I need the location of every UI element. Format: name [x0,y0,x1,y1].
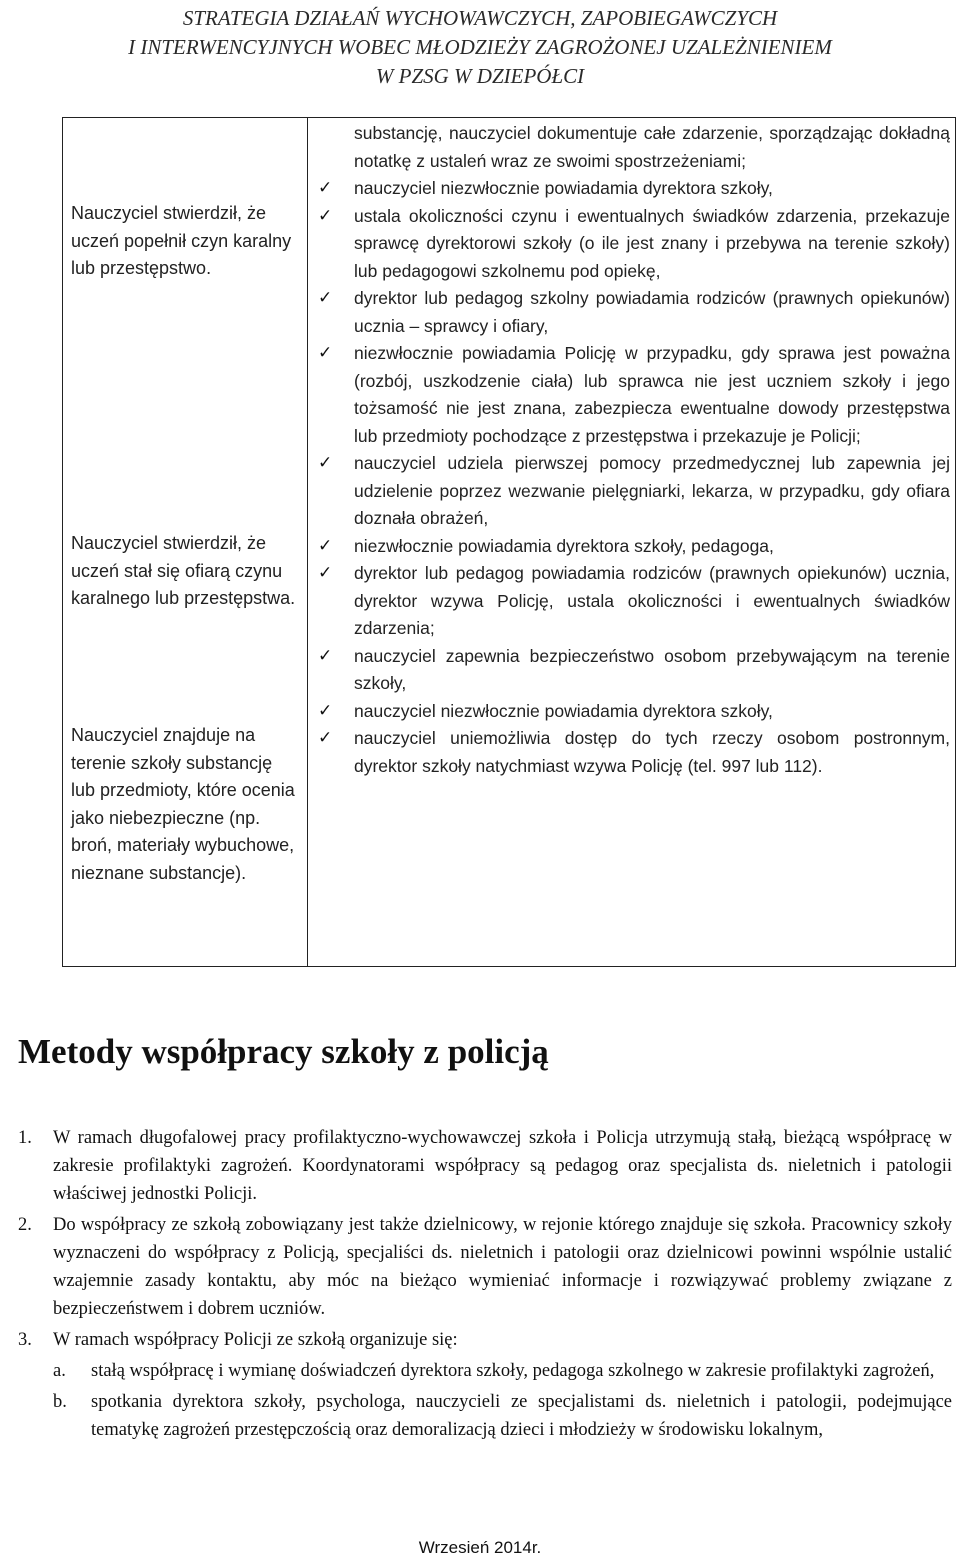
check-icon: ✓ [318,535,333,556]
action-item: ✓ nauczyciel niezwłocznie powiadamia dyrektora szkoły, [308,175,958,203]
procedure-table [62,117,956,967]
document-header [0,4,960,91]
numbered-list [18,1124,952,1447]
situation-crime-victim: Nauczyciel stwierdził, że uczeń stał się ofiarą czynu karalnego lub przestępstwa. [71,533,296,608]
header-line-3: W PZSG W DZIEPÓŁCI [375,64,585,88]
sub-list-item: a. stałą współpracę i wymianę doświadczeń dyrektora szkoły, pedagoga szkolnego w zakresie profilaktyki zagrożeń, [53,1361,935,1381]
check-icon: ✓ [318,700,333,721]
situation-crime-committed: Nauczyciel stwierdził, że uczeń popełnił czyn karalny lub przestępstwo. [71,203,292,278]
check-icon: ✓ [318,343,333,363]
situation-dangerous-items: Nauczyciel znajduje na terenie szkoły substancję lub przedmioty, które ocenia jako niebezpieczne (np. broń, materiały wybuchowe, nieznane substancje). [71,725,295,883]
action-item: ✓ dyrektor lub pedagog szkolny powiadamia rodziców (prawnych opiekunów) ucznia – sprawcy i ofiary, [308,285,958,340]
actions-column [308,118,956,967]
check-icon: ✓ [318,728,333,748]
check-icon: ✓ [318,205,333,226]
check-icon: ✓ [318,645,333,666]
header-line-2: I INTERWENCYJNYCH WOBEC MŁODZIEŻY ZAGROŻONEJ UZALEŻNIENIEM [128,35,832,59]
check-icon: ✓ [318,563,333,583]
action-item: ✓ nauczyciel uniemożliwia dostęp do tych rzeczy osobom postronnym, dyrektor szkoły natychmiast wzywa Policję (tel. 997 lub 112). [308,725,958,780]
sub-list-item: b. spotkania dyrektora szkoły, psychologa, nauczycieli ze specjalistami ds. nieletnich i patologii, podejmujące tematykę zagrożeń przestępczością oraz demoralizacją dzieci i młodzieży w środowisku lokalnym, [53,1392,952,1440]
action-item: ✓ nauczyciel zapewnia bezpieczeństwo osobom przebywającym na terenie szkoły, [308,643,958,698]
action-item: ✓ ustala okoliczności czynu i ewentualnych świadków zdarzenia, przekazuje sprawcę dyrektorowi szkoły (o ile jest znany i przebywa na terenie szkoły) lub pedagogowi szkolnemu pod opiekę, [308,203,958,286]
list-item: 3. W ramach współpracy Policji ze szkołą organizuje się: [18,1330,458,1350]
action-continuation: substancję, nauczyciel dokumentuje całe zdarzenie, sporządzając dokładną notatkę z ustaleń wraz ze swoimi spostrzeżeniami; [354,123,950,171]
action-item: ✓ dyrektor lub pedagog powiadamia rodziców (prawnych opiekunów) ucznia, dyrektor wzywa Policję, ustala okoliczności i ewentualnych świadków zdarzenia; [308,560,958,643]
action-item: ✓ nauczyciel udziela pierwszej pomocy przedmedycznej lub zapewnia jej udzielenie poprzez wezwanie pielęgniarki, lekarza, w przypadku, gdy ofiara doznała obrażeń, [308,450,958,533]
list-item: 2. Do współpracy ze szkołą zobowiązany jest także dzielnicowy, w rejonie którego znajduje się szkoła. Pracownicy szkoły wyznaczeni do współpracy z Policją, specjaliści ds. nieletnich i patologii oraz dzielnicowi powinni wspólnie ustalić wzajemnie zasady kontaktu, aby móc na bieżąco wymieniać informacje i rozwiązywać problemy związane z bezpieczeństwem i dobrem uczniów. [18,1215,952,1319]
section-title: Metody współpracy szkoły z policją [18,1032,549,1071]
footer-date: Wrzesień 2014r. [418,1538,542,1557]
check-icon: ✓ [318,178,333,198]
list-item: 1. W ramach długofalowej pracy profilaktyczno-wychowawczej szkoła i Policja utrzymują stałą, bieżącą współpracę w zakresie profilaktyki zagrożeń. Koordynatorami współpracy są pedagog oraz specjalista ds. nieletnich i patologii właściwej jednostki Policji. [18,1128,952,1204]
situations-column [63,118,308,967]
action-item: ✓ nauczyciel niezwłocznie powiadamia dyrektora szkoły, [308,698,958,726]
check-icon: ✓ [318,288,333,308]
action-item: ✓ niezwłocznie powiadamia Policję w przypadku, gdy sprawa jest poważna (rozbój, uszkodzenie ciała) lub sprawca nie jest uczniem szkoły i jego tożsamość nie jest znana, zabezpiecza ewentualne dowody przestępstwa lub przedmioty pochodzące z przestępstwa i przekazuje je Policji; [308,340,958,450]
actions-list [308,118,958,780]
check-icon: ✓ [318,453,333,473]
action-item: ✓ niezwłocznie powiadamia dyrektora szkoły, pedagoga, [308,533,958,561]
header-line-1: STRATEGIA DZIAŁAŃ WYCHOWAWCZYCH, ZAPOBIEGAWCZYCH [182,6,778,30]
